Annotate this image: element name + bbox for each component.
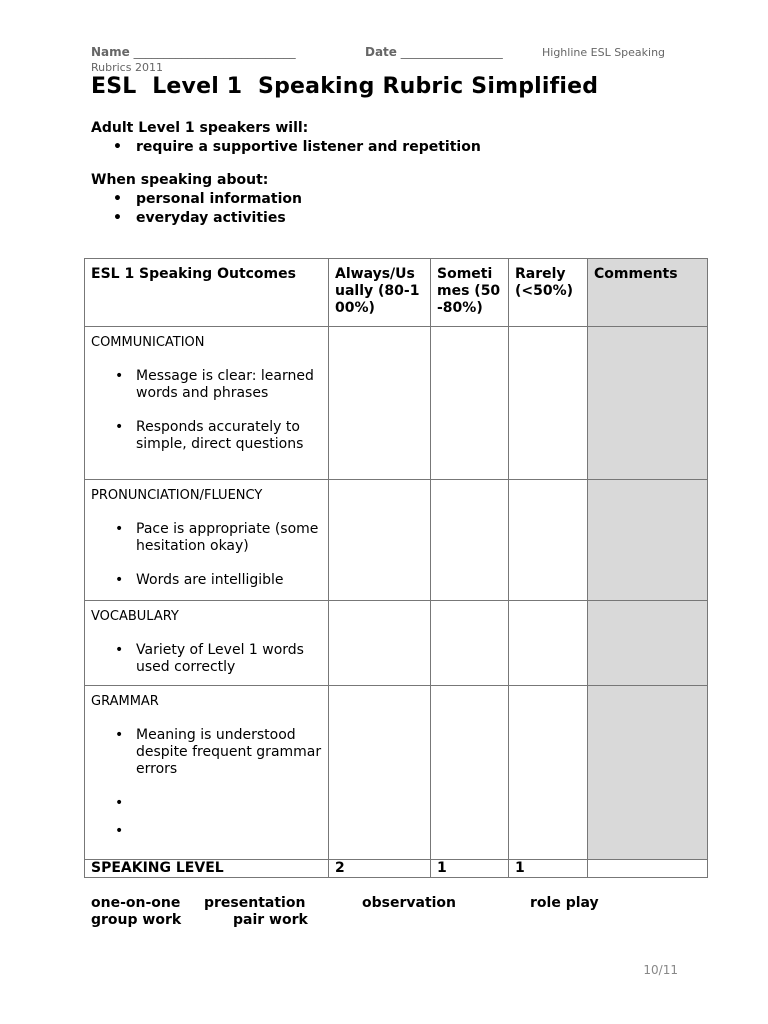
category-label: PRONUNCIATION/FLUENCY xyxy=(91,488,263,503)
program-year: Rubrics 2011 xyxy=(91,61,163,74)
rating-cell[interactable] xyxy=(431,327,509,480)
page-header xyxy=(91,45,296,59)
header-comments: Comments xyxy=(588,259,708,327)
format-pair-work: pair work xyxy=(233,912,308,928)
rating-cell[interactable] xyxy=(509,686,588,860)
criterion-item: • Message is clear: learned words and phrases xyxy=(91,368,322,402)
page-number: 10/11 xyxy=(643,963,678,977)
speaking-level-row xyxy=(85,860,708,878)
header-rarely: Rarely (<50%) xyxy=(509,259,588,327)
rating-cell[interactable] xyxy=(329,480,431,601)
comments-cell[interactable] xyxy=(588,601,708,686)
outcome-cell-pronunciation xyxy=(85,480,329,601)
format-presentation: presentation xyxy=(204,895,306,911)
table-row xyxy=(85,601,708,686)
header-sometimes: Sometimes (50-80%) xyxy=(431,259,509,327)
category-label: GRAMMAR xyxy=(91,694,159,709)
rating-cell[interactable] xyxy=(329,601,431,686)
level-sometimes[interactable]: 1 xyxy=(431,860,509,878)
criterion-item: • Meaning is understood despite frequent grammar errors xyxy=(91,727,322,778)
table-row xyxy=(85,327,708,480)
outcome-cell-vocabulary xyxy=(85,601,329,686)
comments-cell[interactable] xyxy=(588,480,708,601)
rubric-table xyxy=(84,258,708,878)
criterion-item-blank xyxy=(91,823,322,840)
criterion-item-blank xyxy=(91,795,322,812)
table-row xyxy=(85,686,708,860)
format-role-play: role play xyxy=(530,895,599,911)
date-blank: _________________ xyxy=(400,45,503,59)
category-label: COMMUNICATION xyxy=(91,335,205,350)
level-rarely[interactable]: 1 xyxy=(509,860,588,878)
speakers-list xyxy=(91,138,481,157)
topics-list xyxy=(91,190,302,228)
rating-cell[interactable] xyxy=(431,686,509,860)
level-comments[interactable] xyxy=(588,860,708,878)
criterion-item: • Responds accurately to simple, direct questions xyxy=(91,419,322,453)
list-item: • everyday activities xyxy=(91,209,302,228)
format-one-on-one: one-on-one xyxy=(91,895,181,911)
date-field xyxy=(365,45,503,59)
rating-cell[interactable] xyxy=(509,480,588,601)
table-header-row xyxy=(85,259,708,327)
program-name: Highline ESL Speaking xyxy=(542,46,666,59)
page-title: ESL Level 1 Speaking Rubric Simplified xyxy=(91,74,599,99)
date-label: Date xyxy=(365,45,397,59)
rating-cell[interactable] xyxy=(431,601,509,686)
rating-cell[interactable] xyxy=(509,601,588,686)
criterion-item: • Words are intelligible xyxy=(91,572,322,589)
format-group-work: group work xyxy=(91,912,182,928)
comments-cell[interactable] xyxy=(588,686,708,860)
rating-cell[interactable] xyxy=(329,327,431,480)
comments-cell[interactable] xyxy=(588,327,708,480)
header-always: Always/Usually (80-100%) xyxy=(329,259,431,327)
rating-cell[interactable] xyxy=(509,327,588,480)
category-label: VOCABULARY xyxy=(91,609,179,624)
header-outcomes: ESL 1 Speaking Outcomes xyxy=(85,259,329,327)
table-row xyxy=(85,480,708,601)
outcome-cell-communication xyxy=(85,327,329,480)
name-blank: ___________________________ xyxy=(133,45,296,59)
list-item: • require a supportive listener and repetition xyxy=(91,138,481,157)
list-item: • personal information xyxy=(91,190,302,209)
format-observation: observation xyxy=(362,895,457,911)
level-always[interactable]: 2 xyxy=(329,860,431,878)
rating-cell[interactable] xyxy=(329,686,431,860)
speakers-heading: Adult Level 1 speakers will: xyxy=(91,120,309,136)
criterion-item: • Pace is appropriate (some hesitation okay) xyxy=(91,521,322,555)
outcome-cell-grammar xyxy=(85,686,329,860)
topics-heading: When speaking about: xyxy=(91,172,269,188)
name-label: Name xyxy=(91,45,130,59)
criterion-item: • Variety of Level 1 words used correctly xyxy=(91,642,322,676)
rating-cell[interactable] xyxy=(431,480,509,601)
speaking-level-label: SPEAKING LEVEL xyxy=(85,860,329,878)
